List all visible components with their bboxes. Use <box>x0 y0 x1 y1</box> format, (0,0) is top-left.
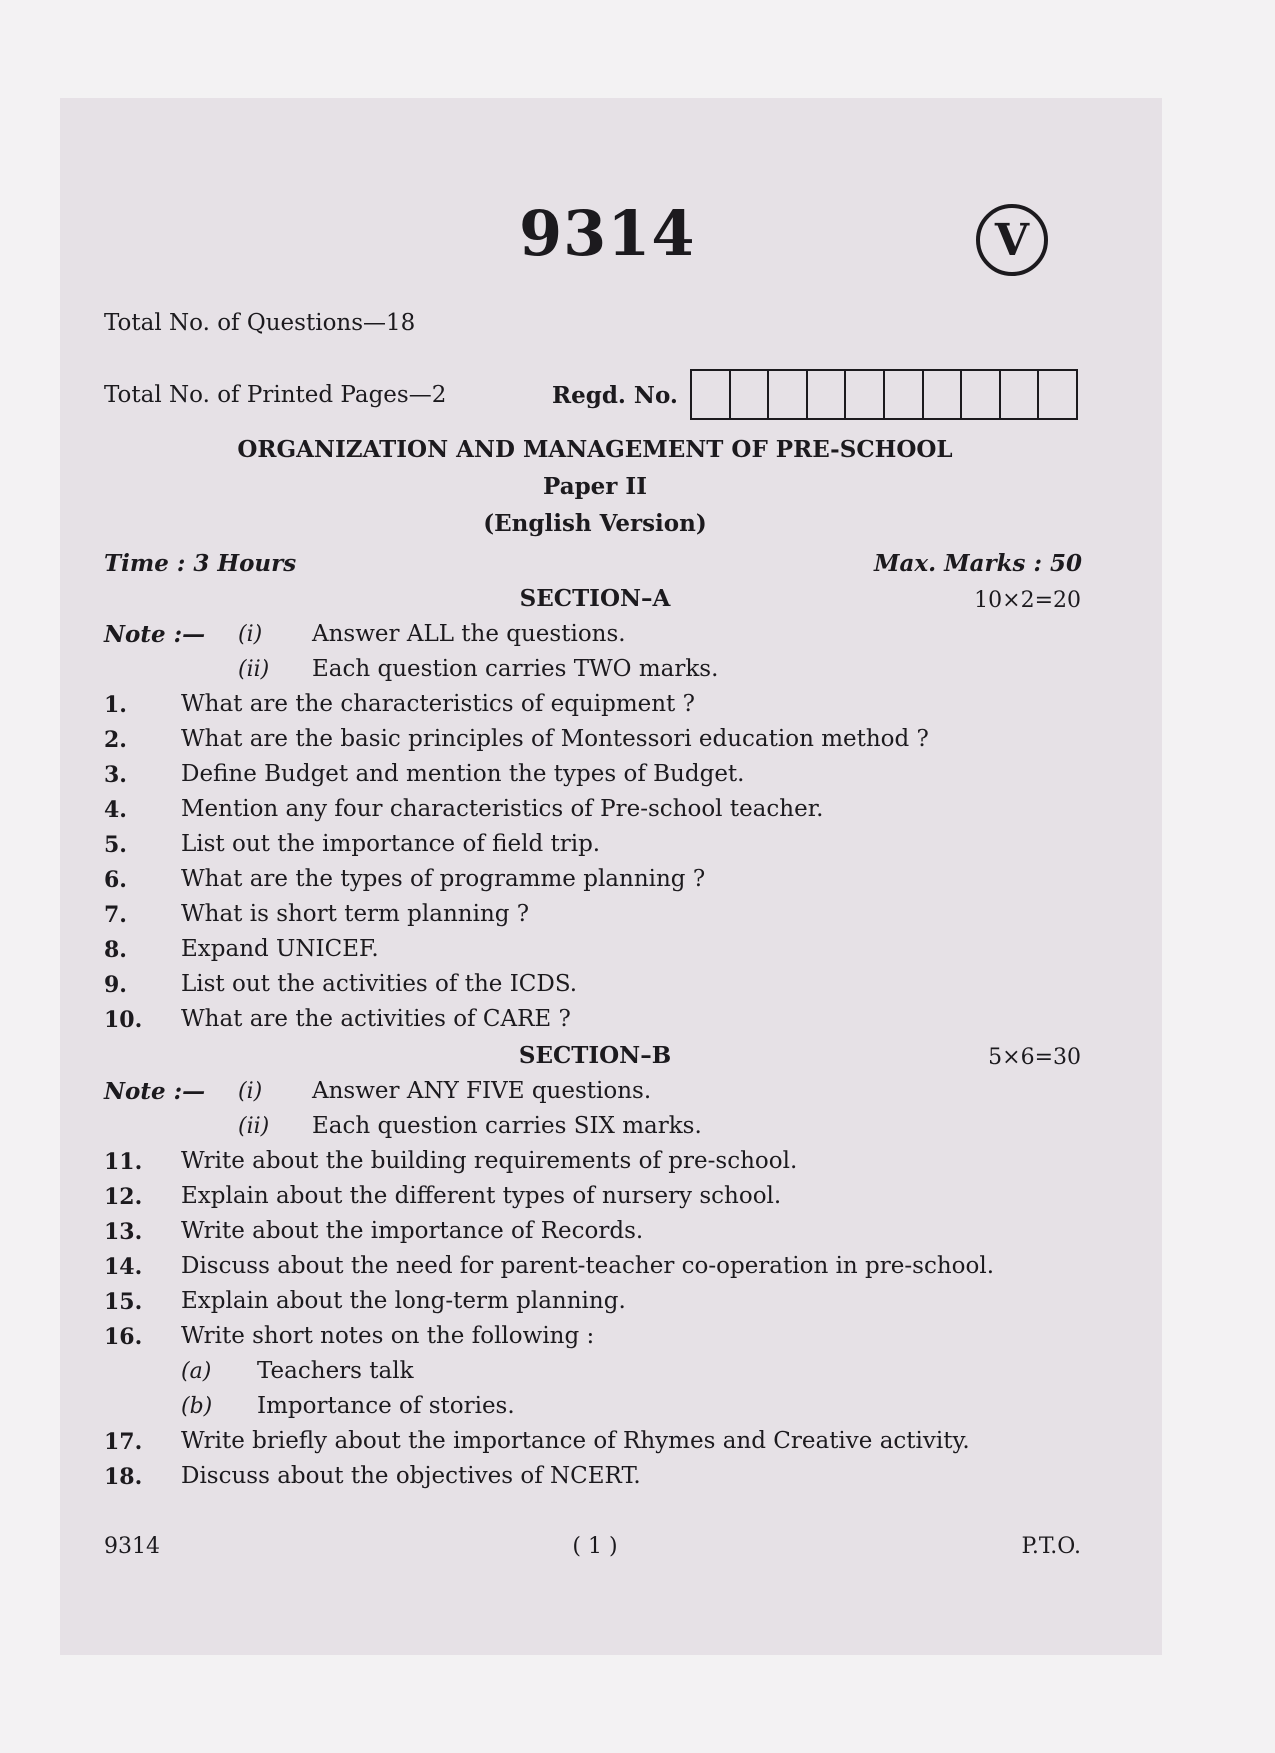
section-b-note-label: Note :— <box>104 1078 206 1105</box>
note-text: Answer ANY FIVE questions. <box>312 1078 652 1104</box>
question-number: 12. <box>104 1184 143 1210</box>
regd-box[interactable] <box>808 371 847 418</box>
footer-code: 9314 <box>104 1534 160 1559</box>
question-text: What is short term planning ? <box>181 901 530 927</box>
regd-box[interactable] <box>731 371 770 418</box>
question-text: What are the characteristics of equipment ? <box>181 691 695 717</box>
total-pages: Total No. of Printed Pages—2 <box>104 382 447 408</box>
question-number: 6. <box>104 867 127 893</box>
regd-box[interactable] <box>769 371 808 418</box>
pto-label: P.T.O. <box>1021 1534 1081 1559</box>
subject-title: ORGANIZATION AND MANAGEMENT OF PRE-SCHOOL <box>237 436 953 463</box>
question-number: 15. <box>104 1289 143 1315</box>
paper-code: 9314 <box>519 197 696 270</box>
question-number: 8. <box>104 937 127 963</box>
regd-box[interactable] <box>1039 371 1076 418</box>
page-number: ( 1 ) <box>572 1534 618 1559</box>
question-text: Write short notes on the following : <box>181 1323 595 1349</box>
section-b-marks: 5×6=30 <box>988 1045 1081 1070</box>
section-a-marks: 10×2=20 <box>974 588 1081 613</box>
sub-question-label: (a) <box>181 1359 212 1384</box>
question-text: Write briefly about the importance of Rhymes and Creative activity. <box>181 1428 970 1454</box>
time-allowed: Time : 3 Hours <box>104 550 297 577</box>
question-text: Define Budget and mention the types of Budget. <box>181 761 745 787</box>
question-number: 3. <box>104 762 127 788</box>
regd-box[interactable] <box>846 371 885 418</box>
version-label: (English Version) <box>483 510 707 537</box>
question-text: What are the activities of CARE ? <box>181 1006 571 1032</box>
paper-label: Paper II <box>543 473 647 500</box>
question-text: Write about the importance of Records. <box>181 1218 644 1244</box>
sub-question-text: Importance of stories. <box>257 1393 515 1419</box>
regd-box[interactable] <box>1001 371 1040 418</box>
note-roman: (i) <box>238 622 263 647</box>
question-text: Explain about the different types of nursery school. <box>181 1183 782 1209</box>
question-number: 11. <box>104 1149 143 1175</box>
question-text: Discuss about the need for parent-teacher co-operation in pre-school. <box>181 1253 995 1279</box>
question-number: 17. <box>104 1429 143 1455</box>
question-text: Explain about the long-term planning. <box>181 1288 626 1314</box>
question-number: 2. <box>104 727 127 753</box>
regd-box[interactable] <box>885 371 924 418</box>
note-text: Each question carries SIX marks. <box>312 1113 702 1139</box>
note-roman: (ii) <box>238 1114 270 1139</box>
question-number: 13. <box>104 1219 143 1245</box>
version-badge: V <box>976 204 1048 276</box>
question-number: 5. <box>104 832 127 858</box>
note-roman: (i) <box>238 1079 263 1104</box>
question-text: Write about the building requirements of pre-school. <box>181 1148 798 1174</box>
question-text: What are the types of programme planning ? <box>181 866 706 892</box>
question-number: 1. <box>104 692 127 718</box>
total-questions: Total No. of Questions—18 <box>104 310 416 336</box>
sub-question-text: Teachers talk <box>257 1358 414 1384</box>
question-number: 4. <box>104 797 127 823</box>
question-text: Expand UNICEF. <box>181 936 379 962</box>
question-number: 16. <box>104 1324 143 1350</box>
question-text: What are the basic principles of Montessori education method ? <box>181 726 929 752</box>
section-b-heading: SECTION–B <box>518 1042 672 1069</box>
question-number: 9. <box>104 972 127 998</box>
regd-box[interactable] <box>692 371 731 418</box>
question-number: 14. <box>104 1254 143 1280</box>
note-roman: (ii) <box>238 657 270 682</box>
note-text: Answer ALL the questions. <box>312 621 626 647</box>
question-number: 10. <box>104 1007 143 1033</box>
regd-number-boxes[interactable] <box>690 369 1078 420</box>
question-number: 7. <box>104 902 127 928</box>
section-a-note-label: Note :— <box>104 621 206 648</box>
question-number: 18. <box>104 1464 143 1490</box>
regd-label: Regd. No. <box>552 382 678 409</box>
question-text: Discuss about the objectives of NCERT. <box>181 1463 641 1489</box>
regd-box[interactable] <box>962 371 1001 418</box>
question-text: List out the activities of the ICDS. <box>181 971 578 997</box>
note-text: Each question carries TWO marks. <box>312 656 719 682</box>
question-text: List out the importance of field trip. <box>181 831 601 857</box>
section-a-heading: SECTION–A <box>519 585 671 612</box>
regd-box[interactable] <box>924 371 963 418</box>
sub-question-label: (b) <box>181 1394 213 1419</box>
max-marks: Max. Marks : 50 <box>874 550 1082 577</box>
question-text: Mention any four characteristics of Pre-school teacher. <box>181 796 824 822</box>
